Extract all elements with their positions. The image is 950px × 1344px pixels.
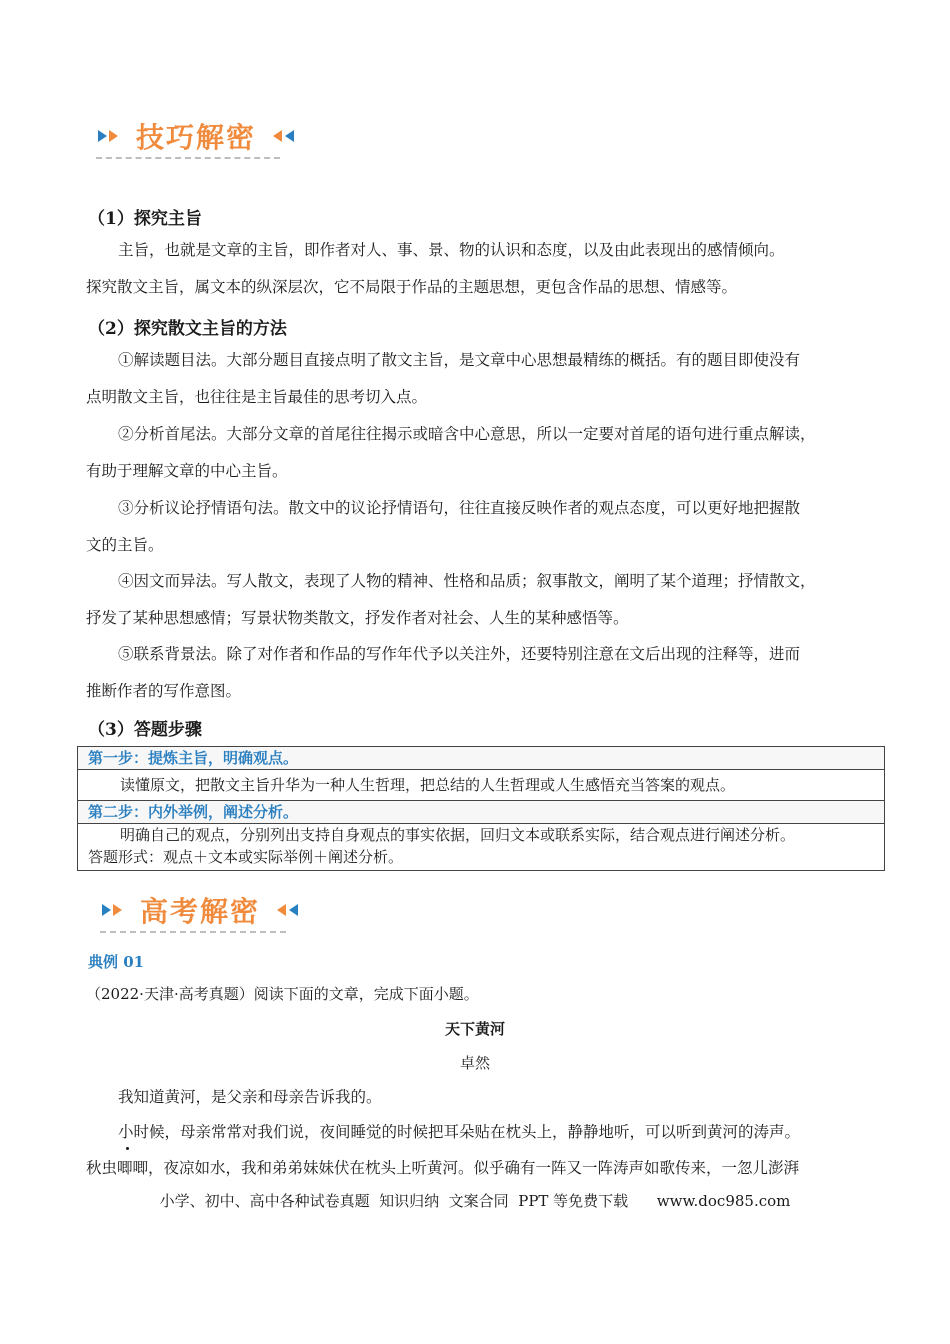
method-item-3-line-1: ③分析议论抒情语句法。散文中的议论抒情语句，往往直接反映作者的观点态度，可以更好地把握散 xyxy=(118,499,801,517)
double-arrow-right-icon xyxy=(100,902,126,918)
example-label: 典例 01 xyxy=(88,953,145,971)
paragraph: 主旨，也就是文章的主旨，即作者对人、事、景、物的认识和态度，以及由此表现出的感情倾向。 xyxy=(118,241,785,259)
step-1-title: 第一步：提炼主旨，明确观点。 xyxy=(78,747,885,770)
banner-divider xyxy=(96,157,280,159)
step-1-body: 读懂原文，把散文主旨升华为一种人生哲理，把总结的人生哲理或人生感悟充当答案的观点。 xyxy=(78,770,885,801)
emphasis-dot xyxy=(126,1147,129,1150)
double-arrow-left-icon xyxy=(270,128,296,144)
method-item-2-line-2: 有助于理解文章的中心主旨。 xyxy=(86,462,288,480)
step-2-body xyxy=(78,824,885,871)
article-author: 卓然 xyxy=(459,1054,490,1072)
answer-steps-table xyxy=(77,746,885,871)
section-heading-steps: （3）答题步骤 xyxy=(88,720,202,740)
banner-title: 高考解密 xyxy=(140,895,261,928)
article-paragraph-3: 秋虫唧唧，夜凉如水，我和弟弟妹妹伏在枕头上听黄河。似乎确有一阵又一阵涛声如歌传来，一忽儿澎湃 xyxy=(86,1159,800,1177)
table-row xyxy=(78,824,885,871)
banner-title: 技巧解密 xyxy=(136,121,257,154)
double-arrow-left-icon xyxy=(274,902,300,918)
step-2-title: 第二步：内外举例，阐述分析。 xyxy=(78,801,885,824)
article-paragraph-2: 小时候，母亲常常对我们说，夜间睡觉的时候把耳朵贴在枕头上，静静地听，可以听到黄河的涛声。 xyxy=(118,1123,801,1141)
table-row xyxy=(78,770,885,801)
step-2-body-line-1: 明确自己的观点，分别列出支持自身观点的事实依据，回归文本或联系实际，结合观点进行阐述分析。 xyxy=(120,826,796,844)
method-item-4-line-1: ④因文而异法。写人散文，表现了人物的精神、性格和品质；叙事散文，阐明了某个道理；抒情散文， xyxy=(118,572,816,590)
example-source: （2022·天津·高考真题）阅读下面的文章，完成下面小题。 xyxy=(86,985,479,1003)
paragraph: 探究散文主旨，属文本的纵深层次，它不局限于作品的主题思想，更包含作品的思想、情感等。 xyxy=(86,278,738,296)
table-row xyxy=(78,747,885,770)
method-item-1-line-2: 点明散文主旨，也往往是主旨最佳的思考切入点。 xyxy=(86,388,428,406)
method-item-1-line-1: ①解读题目法。大部分题目直接点明了散文主旨，是文章中心思想最精练的概括。有的题目即使没有 xyxy=(118,351,801,369)
step-2-body-line-2: 答题形式：观点＋文本或实际举例＋阐述分析。 xyxy=(88,848,404,866)
section-heading-theme: （1）探究主旨 xyxy=(88,209,202,229)
method-item-2-line-1: ②分析首尾法。大部分文章的首尾往往揭示或暗含中心意思，所以一定要对首尾的语句进行重点解读， xyxy=(118,425,816,443)
method-item-4-line-2: 抒发了某种思想感情；写景状物类散文，抒发作者对社会、人生的某种感悟等。 xyxy=(86,609,629,627)
section-banner-exam xyxy=(100,890,300,930)
double-arrow-right-icon xyxy=(96,128,122,144)
article-title: 天下黄河 xyxy=(444,1020,505,1038)
section-banner-skills xyxy=(96,116,296,156)
section-heading-methods: （2）探究散文主旨的方法 xyxy=(88,319,287,339)
banner-divider xyxy=(100,931,286,933)
method-item-5-line-1: ⑤联系背景法。除了对作者和作品的写作年代予以关注外，还要特别注意在文后出现的注释等，进而 xyxy=(118,645,801,663)
article-paragraph-1: 我知道黄河，是父亲和母亲告诉我的。 xyxy=(118,1088,382,1106)
method-item-5-line-2: 推断作者的写作意图。 xyxy=(86,682,242,700)
table-row xyxy=(78,801,885,824)
method-item-3-line-2: 文的主旨。 xyxy=(86,536,164,554)
page-footer: 小学、初中、高中各种试卷真题 知识归纳 文案合同 PPT 等免费下载 www.doc985.com xyxy=(159,1192,791,1210)
